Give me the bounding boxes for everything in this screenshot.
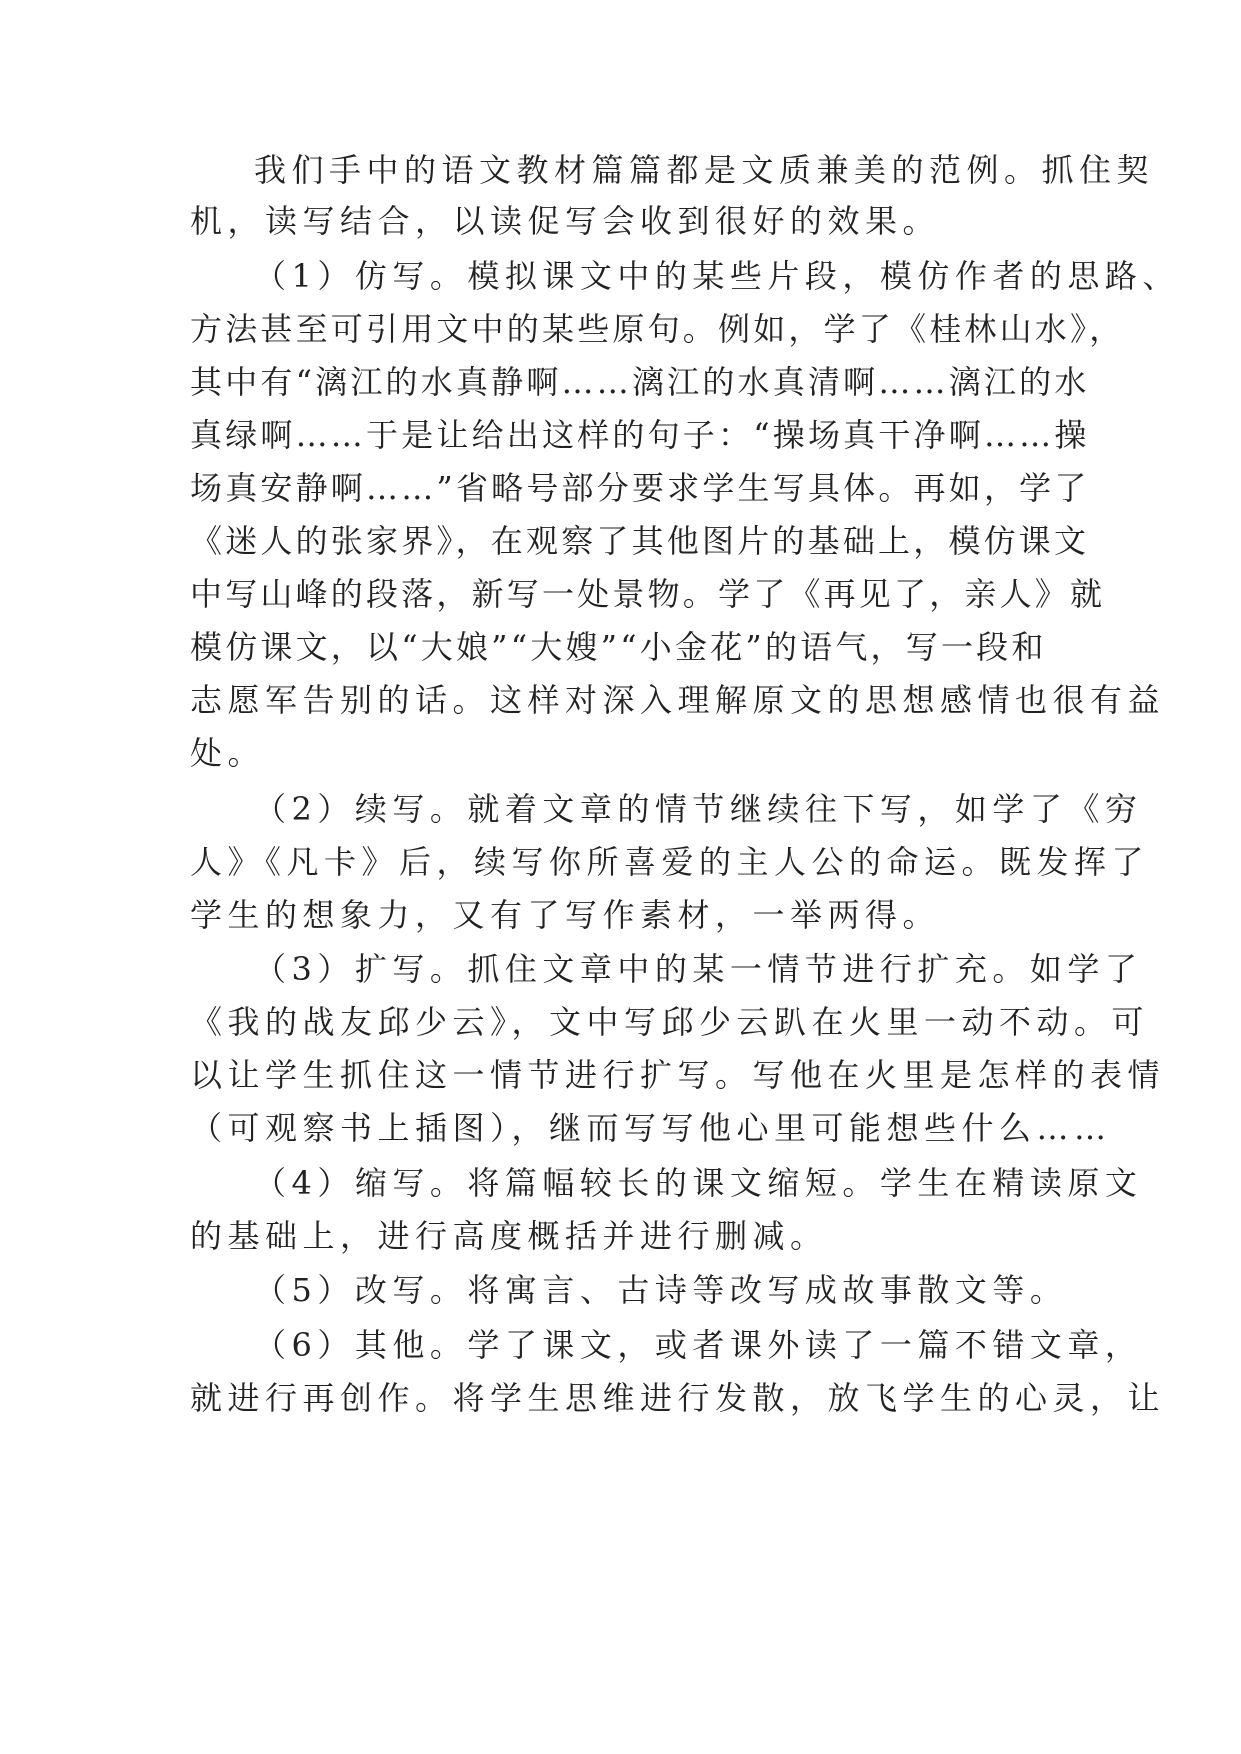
paragraph-imitation-line-7: 中写山峰的段落，新写一处景物。学了《再见了，亲人》就 [190,575,1106,613]
paragraph-other-line-2: 就进行再创作。将学生思维进行发散，放飞学生的心灵，让 [190,1379,1166,1417]
paragraph-expansion-line-1: （3）扩写。抓住文章中的某一情节进行扩充。如学了 [254,950,1143,988]
paragraph-intro-line-1: 我们手中的语文教材篇篇都是文质兼美的范例。抓住契 [254,151,1155,189]
paragraph-continuation-line-3: 学生的想象力，又有了写作素材，一举两得。 [190,896,941,934]
paragraph-imitation-line-6: 《迷人的张家界》，在观察了其他图片的基础上，模仿课文 [190,522,1090,560]
paragraph-continuation-line-2: 人》《凡卡》后，续写你所喜爱的主人公的命运。既发挥了 [190,843,1150,881]
paragraph-expansion-line-4: （可观察书上插图），继而写写他心里可能想些什么…… [190,1109,1112,1147]
paragraph-intro-line-2: 机，读写结合，以读促写会收到很好的效果。 [190,202,941,240]
paragraph-abridgment-line-1: （4）缩写。将篇幅较长的课文缩短。学生在精读原文 [254,1164,1143,1202]
paragraph-imitation-line-4: 真绿啊……于是让给出这样的句子：“操场真干净啊……操 [190,416,1090,454]
paragraph-imitation-line-9: 志愿军告别的话。这样对深入理解原文的思想感情也很有益 [190,681,1166,719]
paragraph-imitation-line-3: 其中有“漓江的水真静啊……漓江的水真清啊……漓江的水 [190,363,1090,401]
paragraph-other-line-1: （6）其他。学了课文，或者课外读了一篇不错文章， [254,1326,1143,1364]
paragraph-imitation-line-5: 场真安静啊……”省略号部分要求学生写具体。再如，学了 [190,469,1090,507]
paragraph-expansion-line-3: 以让学生抓住这一情节进行扩写。写他在火里是怎样的表情 [190,1056,1166,1094]
paragraph-continuation-line-1: （2）续写。就着文章的情节继续往下写，如学了《穷 [254,790,1143,828]
paragraph-imitation-line-1: （1）仿写。模拟课文中的某些片段，模仿作者的思路、 [254,257,1180,295]
paragraph-imitation-line-8: 模仿课文，以“大娘”“大嫂”“小金花”的语气，写一段和 [190,628,1047,666]
paragraph-imitation-line-10: 处。 [190,734,266,772]
paragraph-expansion-line-2: 《我的战友邱少云》，文中写邱少云趴在火里一动不动。可 [190,1003,1150,1041]
paragraph-abridgment-line-2: 的基础上，进行高度概括并进行删减。 [190,1217,828,1255]
paragraph-imitation-line-2: 方法甚至可引用文中的某些原句。例如，学了《桂林山水》， [190,310,1125,348]
paragraph-rewriting-line-1: （5）改写。将寓言、古诗等改写成故事散文等。 [254,1271,1068,1309]
